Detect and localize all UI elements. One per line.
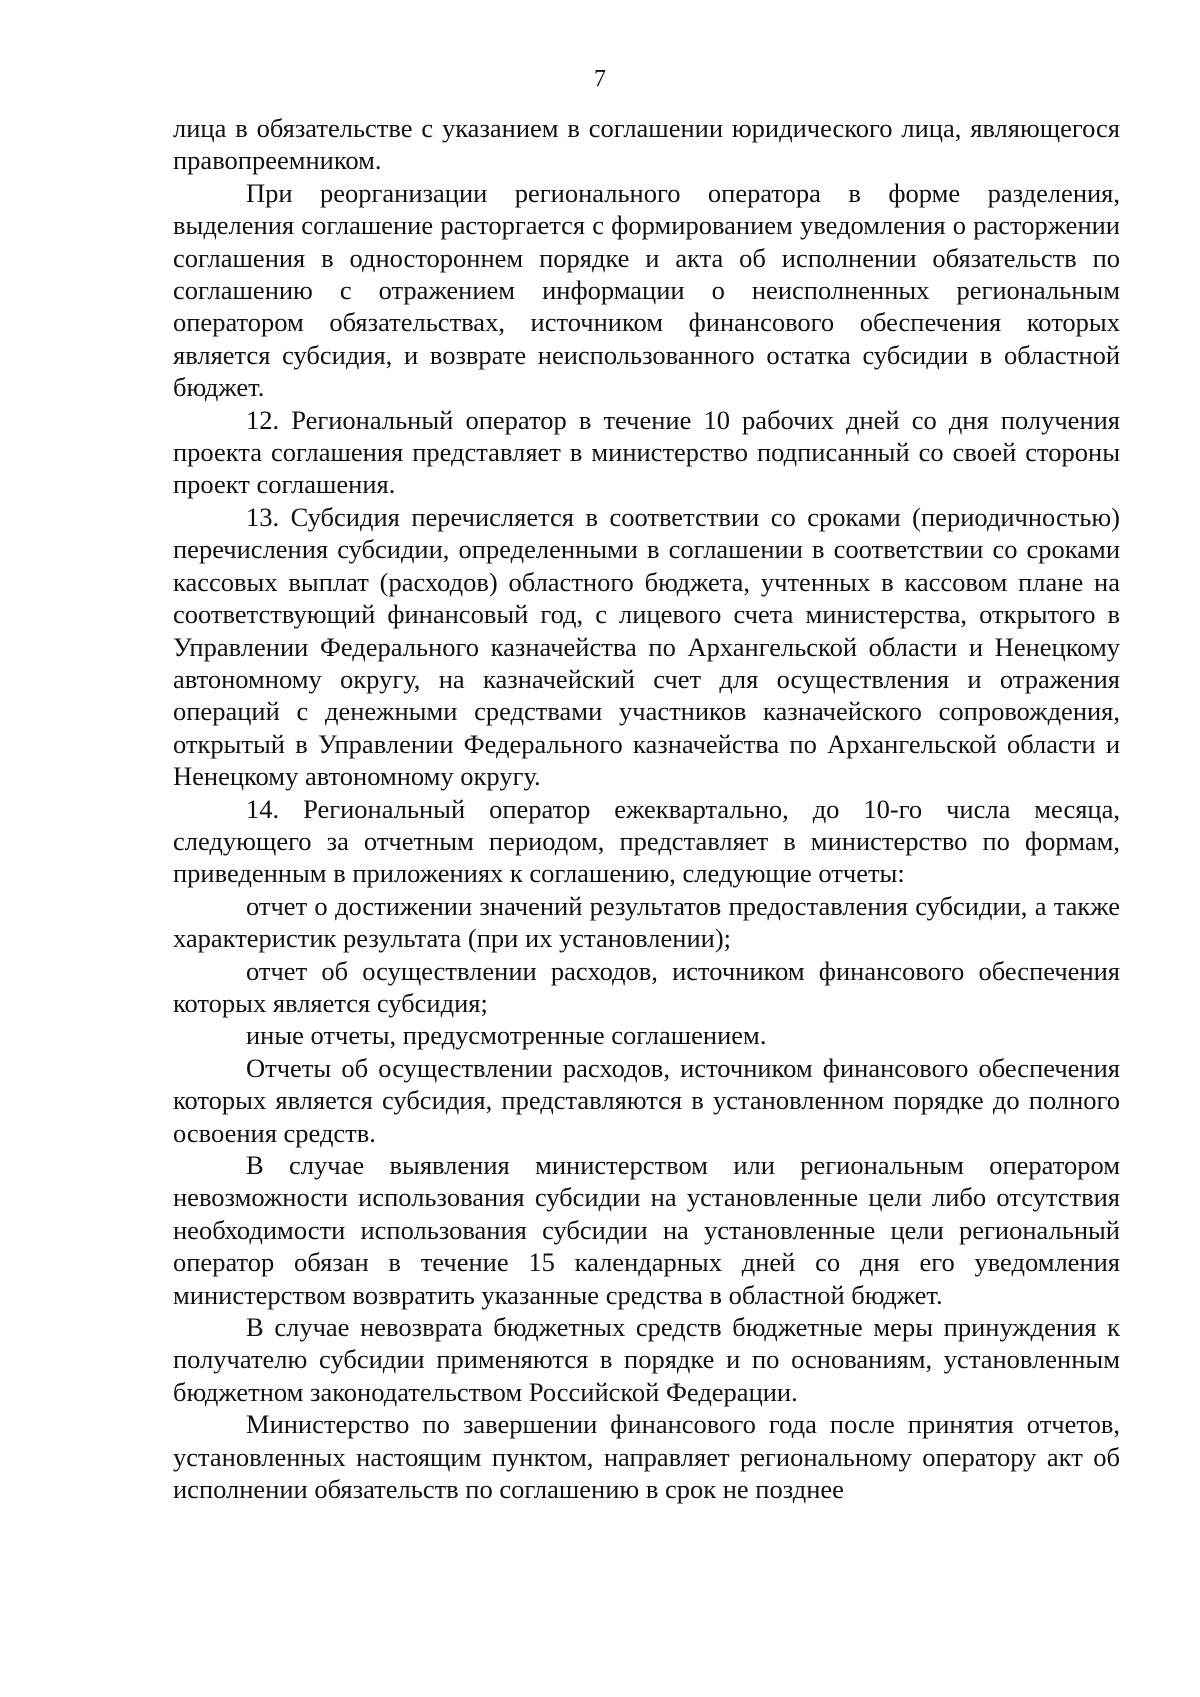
paragraph-continuation: лица в обязательстве с указанием в соглашении юридического лица, являющегося правопреемником.: [173, 113, 1120, 176]
paragraph-refund: В случае выявления министерством или региональным оператором невозможности использования субсидии на установленные цели либо отсутствия необходимости использования субсидии на установленные цели региональный оператор обязан в течение 15 календарных дней со дня его уведомления министерством возвратить указанные средства в областной бюджет.: [173, 1150, 1120, 1310]
paragraph-item-13: 13. Субсидия перечисляется в соответствии со сроками (периодичностью) перечисления субсидии, определенными в соглашении в соответствии со сроками кассовых выплат (расходов) областного бюджета, учтенных в кассовом плане на соответствующий финансовый год, с лицевого счета министерства, открытого в Управлении Федерального казначейства по Архангельской области и Ненецкому автономному округу, на казначейский счет для осуществления и отражения операций с денежными средствами участников казначейского сопровождения, открытый в Управлении Федерального казначейства по Архангельской области и Ненецкому автономному округу.: [173, 501, 1120, 792]
paragraph-expense-reports: Отчеты об осуществлении расходов, источником финансового обеспечения которых является субсидия, представляются в установленном порядке до полного освоения средств.: [173, 1052, 1120, 1148]
paragraph-item-12: 12. Региональный оператор в течение 10 рабочих дней со дня получения проекта соглашения представляет в министерство подписанный со своей стороны проект соглашения.: [173, 404, 1120, 500]
paragraph-report-results: отчет о достижении значений результатов предоставления субсидии, а также характеристик результата (при их установлении);: [173, 890, 1120, 954]
paragraph-reorganization: При реорганизации регионального оператора в форме разделения, выделения соглашение расторгается с формированием уведомления о расторжении соглашения в одностороннем порядке и акта об исполнении обязательств по соглашению с отражением информации о неисполненных региональным оператором обязательствах, источником финансового обеспечения которых является субсидия, и возврате неиспользованного остатка субсидии в областной бюджет.: [173, 177, 1120, 403]
paragraph-ministry-act: Министерство по завершении финансового года после принятия отчетов, установленных настоящим пунктом, направляет региональному оператору акт об исполнении обязательств по соглашению в срок не позднее: [173, 1409, 1120, 1505]
document-body: [173, 112, 1120, 1505]
paragraph-enforcement: В случае невозврата бюджетных средств бюджетные меры принуждения к получателю субсидии применяются в порядке и по основаниям, установленным бюджетном законодательством Российской Федерации.: [173, 1312, 1120, 1407]
paragraph-report-expenses: отчет об осуществлении расходов, источником финансового обеспечения которых является субсидия;: [173, 955, 1120, 1018]
paragraph-report-other: иные отчеты, предусмотренные соглашением.: [246, 1020, 767, 1051]
page-number: 7: [594, 66, 606, 92]
paragraph-item-14: 14. Региональный оператор ежеквартально, до 10-го числа месяца, следующего за отчетным периодом, представляет в министерство по формам, приведенным в приложениях к соглашению, следующие отчеты:: [173, 793, 1120, 889]
